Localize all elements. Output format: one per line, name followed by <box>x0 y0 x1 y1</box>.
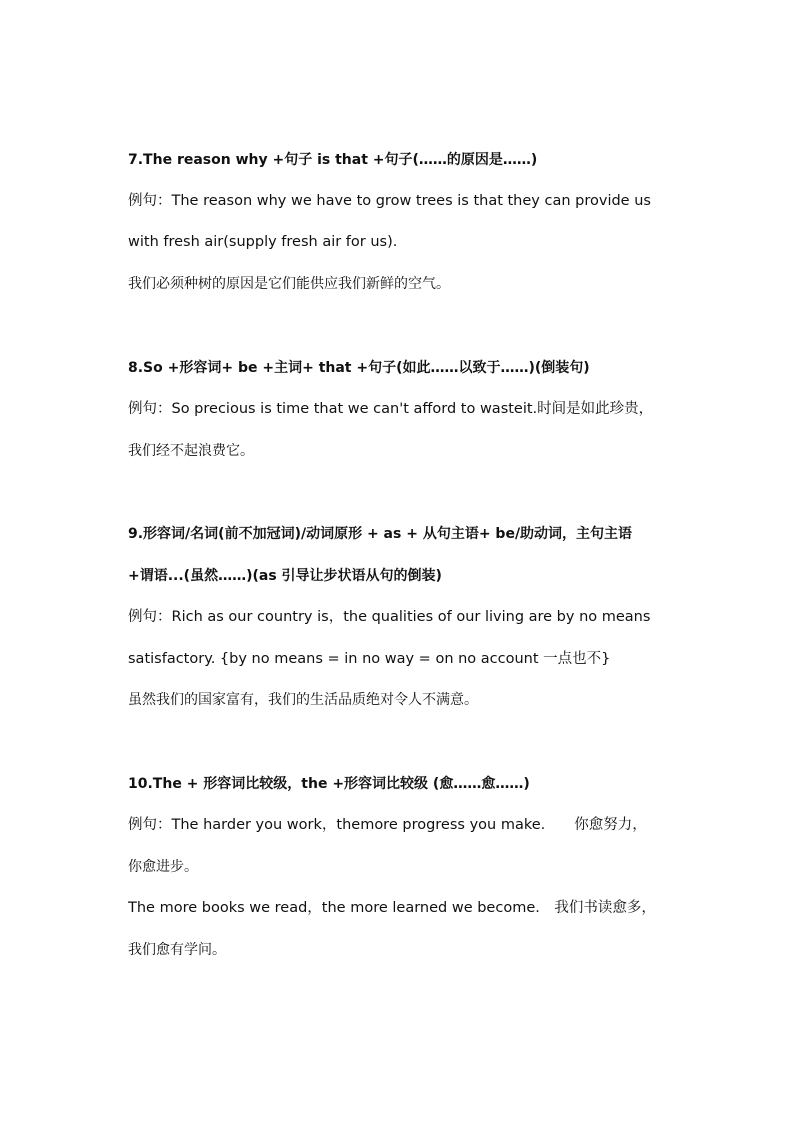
section-9-heading: 9.形容词/名词(前不加冠词)/动词原形 + as + 从句主语+ be/助动词，主句主语 <box>128 526 633 542</box>
section-9-heading-continued: +谓语...(虽然……)(as 引导让步状语从句的倒装) <box>128 568 442 584</box>
section-8-example-line-2: 我们经不起浪费它。 <box>128 443 254 459</box>
section-7-translation: 我们必须种树的原因是它们能供应我们新鲜的空气。 <box>128 276 450 292</box>
section-8-heading: 8.So +形容词+ be +主词+ that +句子(如此……以致于……)(倒装句) <box>128 360 590 376</box>
section-8-example-line-1: 例句：So precious is time that we can't afford to wasteit.时间是如此珍贵， <box>128 401 654 417</box>
section-7-example-line-2: with fresh air(supply fresh air for us). <box>128 234 398 250</box>
section-9-example-line-2: satisfactory. {by no means = in no way = on no account 一点也不} <box>128 651 611 667</box>
section-10-example-line-2: 你愈进步。 <box>128 859 198 875</box>
section-7-example-line-1: 例句：The reason why we have to grow trees is that they can provide us <box>128 193 651 209</box>
section-10-example-line-1: 例句：The harder you work，themore progress you make. 你愈努力， <box>128 817 647 833</box>
section-9-translation: 虽然我们的国家富有，我们的生活品质绝对令人不满意。 <box>128 692 478 708</box>
section-7-heading: 7.The reason why +句子 is that +句子(……的原因是……) <box>128 152 538 168</box>
section-9-example-line-1: 例句：Rich as our country is，the qualities of our living are by no means <box>128 609 651 625</box>
section-10-example-line-4: 我们愈有学问。 <box>128 942 226 958</box>
section-10-heading: 10.The + 形容词比较级，the +形容词比较级 (愈……愈……) <box>128 776 530 792</box>
section-10-example-line-3: The more books we read，the more learned we become. 我们书读愈多， <box>128 900 656 916</box>
